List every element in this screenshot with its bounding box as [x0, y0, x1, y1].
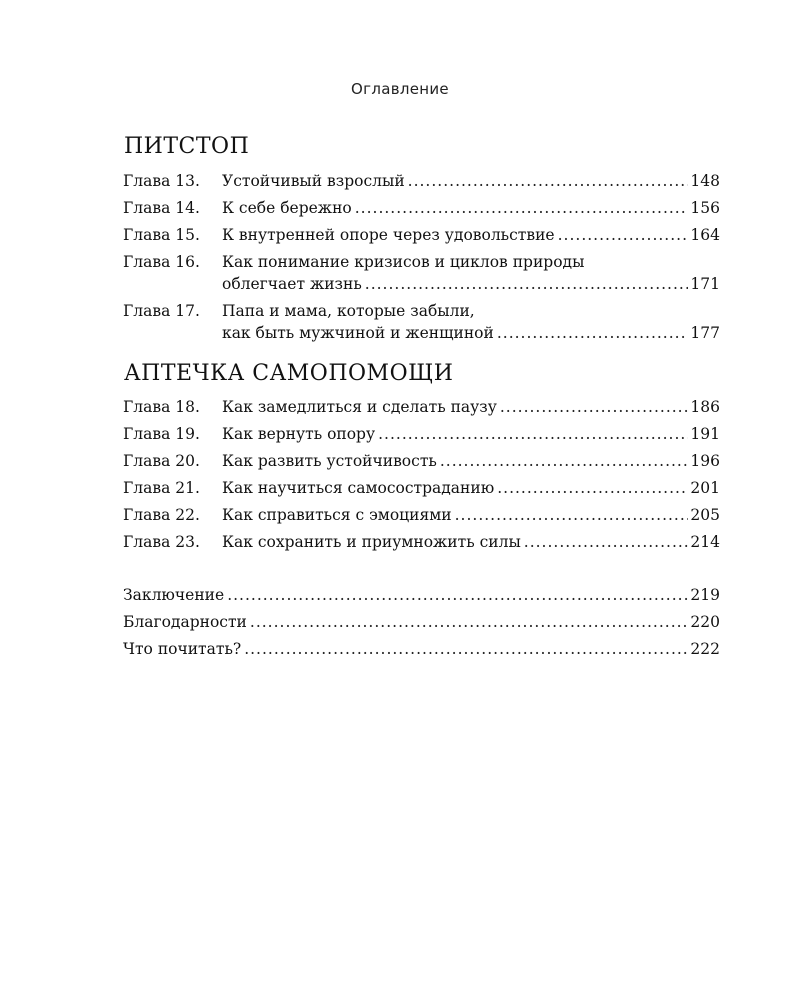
section-title-pitstop: ПИТСТОП — [124, 134, 250, 159]
page-number: 191 — [690, 425, 720, 443]
page-number: 201 — [690, 479, 720, 497]
toc-entry-conclusion[interactable] — [123, 584, 720, 606]
dot-leader — [250, 611, 689, 633]
chapter-title: К внутренней опоре через удовольствие — [222, 226, 555, 244]
chapter-number: Глава 18. — [123, 398, 200, 416]
page-number: 164 — [690, 226, 720, 244]
dot-leader — [408, 170, 689, 192]
toc-entry-chapter-22[interactable] — [123, 504, 720, 526]
chapter-title: Как научиться самосостраданию — [222, 479, 495, 497]
toc-entry-chapter-21[interactable] — [123, 477, 720, 499]
toc-entry-chapter-15[interactable] — [123, 224, 720, 246]
dot-leader — [497, 322, 689, 344]
dot-leader — [558, 224, 689, 246]
chapter-title: Как развить устойчивость — [222, 452, 437, 470]
chapter-title: Как справиться с эмоциями — [222, 506, 452, 524]
entry-title: Благодарности — [123, 613, 247, 631]
toc-entry-chapter-13[interactable] — [123, 170, 720, 192]
dot-leader — [500, 396, 689, 418]
page-number: 186 — [690, 398, 720, 416]
page-number: 219 — [690, 586, 720, 604]
dot-leader — [497, 477, 688, 499]
chapter-number: Глава 23. — [123, 533, 200, 551]
entry-title: Что почитать? — [123, 640, 242, 658]
chapter-number: Глава 13. — [123, 172, 200, 190]
toc-entry-chapter-16[interactable] — [123, 273, 720, 295]
toc-entry-chapter-19[interactable] — [123, 423, 720, 445]
chapter-number: Глава 14. — [123, 199, 200, 217]
dot-leader — [227, 584, 688, 606]
dot-leader — [524, 531, 689, 553]
chapter-title: Как вернуть опору — [222, 425, 376, 443]
dot-leader — [455, 504, 689, 526]
page-number: 148 — [690, 172, 720, 190]
chapter-number: Глава 20. — [123, 452, 200, 470]
dot-leader — [378, 423, 688, 445]
chapter-number: Глава 15. — [123, 226, 200, 244]
page-number: 205 — [690, 506, 720, 524]
chapter-number: Глава 16. — [123, 253, 200, 271]
page-number: 214 — [690, 533, 720, 551]
chapter-title: Как замедлиться и сделать паузу — [222, 398, 497, 416]
running-head: Оглавление — [351, 80, 449, 98]
chapter-number: Глава 19. — [123, 425, 200, 443]
chapter-number: Глава 21. — [123, 479, 200, 497]
entry-title: Заключение — [123, 586, 225, 604]
page-number: 156 — [690, 199, 720, 217]
page-number: 171 — [690, 275, 720, 293]
dot-leader — [365, 273, 689, 295]
dot-leader — [355, 197, 689, 219]
chapter-title: Как сохранить и приумножить силы — [222, 533, 521, 551]
chapter-number: Глава 22. — [123, 506, 200, 524]
chapter-title-line1: Папа и мама, которые забыли, — [222, 302, 475, 320]
chapter-title: Устойчивый взрослый — [222, 172, 405, 190]
toc-entry-acknowledgements[interactable] — [123, 611, 720, 633]
chapter-title: облегчает жизнь — [222, 275, 362, 293]
toc-entry-further-reading[interactable] — [123, 638, 720, 660]
page-number: 177 — [690, 324, 720, 342]
toc-entry-chapter-18[interactable] — [123, 396, 720, 418]
chapter-number: Глава 17. — [123, 302, 200, 320]
toc-entry-chapter-20[interactable] — [123, 450, 720, 472]
chapter-title: К себе бережно — [222, 199, 352, 217]
toc-entry-chapter-17-line1[interactable] — [123, 300, 720, 322]
page-number: 196 — [690, 452, 720, 470]
toc-entry-chapter-23[interactable] — [123, 531, 720, 553]
chapter-title: как быть мужчиной и женщиной — [222, 324, 494, 342]
toc-entry-chapter-17[interactable] — [123, 322, 720, 344]
dot-leader — [244, 638, 688, 660]
dot-leader — [440, 450, 689, 472]
page-number: 220 — [690, 613, 720, 631]
toc-entry-chapter-16-line1[interactable] — [123, 251, 720, 273]
page-number: 222 — [690, 640, 720, 658]
section-title-first-aid: АПТЕЧКА САМОПОМОЩИ — [124, 361, 454, 386]
toc-entry-chapter-14[interactable] — [123, 197, 720, 219]
chapter-title-line1: Как понимание кризисов и циклов природы — [222, 253, 585, 271]
